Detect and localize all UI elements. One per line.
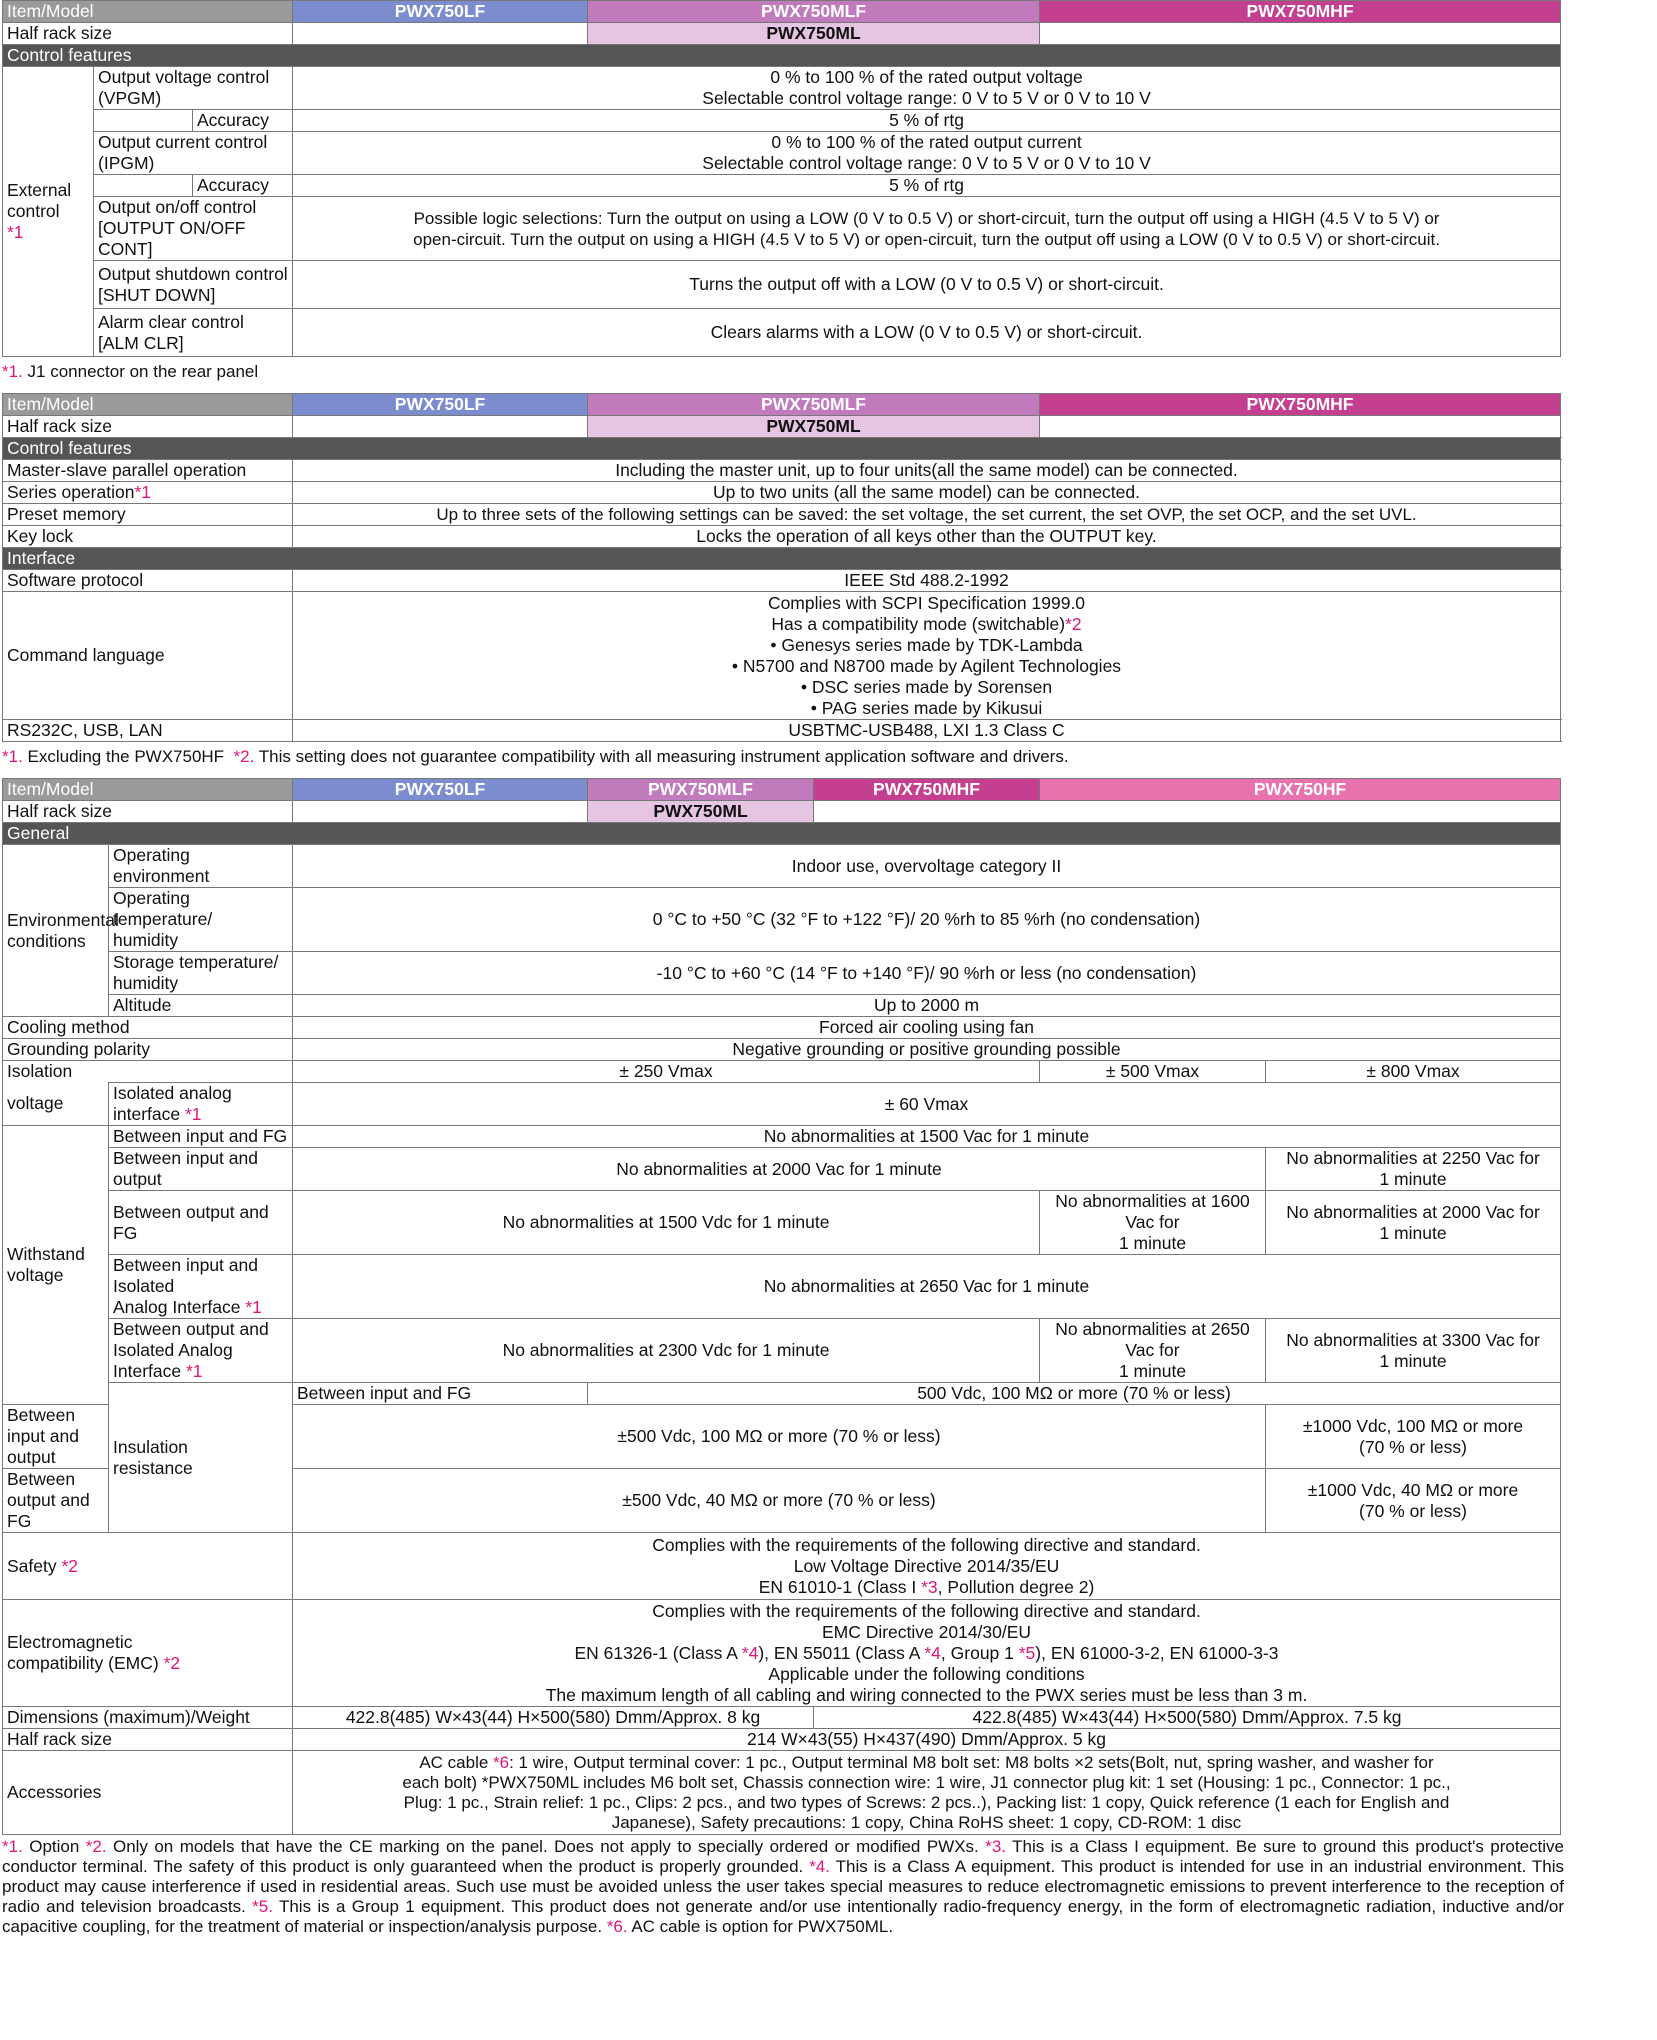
footnote-text: This is a Class I equipment. Be sure to ground this product's protective conductor terminal. The safety of this product is only guaranteed when the product is properly grounded. xyxy=(2,1837,1565,1876)
row-value: IEEE Std 488.2-1992 xyxy=(293,570,1561,592)
label-line: Analog Interface xyxy=(113,1297,241,1317)
footnote-text: J1 connector on the rear panel xyxy=(27,362,259,381)
row-value: No abnormalities at 2000 Vac for 1 minute xyxy=(293,1148,1266,1191)
footnote-marker: *2. xyxy=(233,747,255,766)
section-title: General xyxy=(3,823,1561,845)
alm-label xyxy=(94,309,293,357)
value-line: • DSC series made by Sorensen xyxy=(800,676,1053,697)
row-value: ± 60 Vmax xyxy=(293,1083,1561,1126)
command-language-value xyxy=(293,592,1561,720)
label-line: Output current control xyxy=(98,132,268,152)
row-label: Altitude xyxy=(109,995,293,1017)
value-line: The maximum length of all cabling and wiring connected to the PWX series must be less than 3 m. xyxy=(545,1684,1308,1705)
item-model-label: Item/Model xyxy=(3,394,293,416)
footnote-marker: *1. xyxy=(2,747,23,766)
row-label xyxy=(109,1083,293,1126)
row-value: Forced air cooling using fan xyxy=(293,1017,1561,1039)
value-line: No abnormalities at 1600 Vac for xyxy=(1055,1191,1250,1232)
item-model-label: Item/Model xyxy=(3,779,293,801)
value-line: EN 61010-1 (Class I xyxy=(758,1576,922,1597)
label-line: humidity xyxy=(113,930,179,950)
isolation-value: ± 500 Vmax xyxy=(1040,1061,1266,1083)
row-value: No abnormalities at 1500 Vdc for 1 minute xyxy=(293,1191,1040,1255)
model-pwx750hf: PWX750HF xyxy=(1040,779,1561,801)
label-line: humidity xyxy=(113,973,179,993)
footnotes-block xyxy=(2,1835,1564,1937)
footnote-marker: *1 xyxy=(185,1361,203,1381)
footnote-marker: *1. xyxy=(2,1837,23,1856)
label-line: Output shutdown control xyxy=(98,263,288,284)
row-label: Grounding polarity xyxy=(3,1039,293,1061)
row-label xyxy=(3,1533,293,1600)
label-line: Isolation xyxy=(7,1061,73,1081)
footnote-marker: *4. xyxy=(809,1857,830,1876)
half-rack-model: PWX750ML xyxy=(588,23,1040,45)
row-label: Software protocol xyxy=(3,570,293,592)
value-line: Japanese), Safety precautions: 1 copy, China RoHS sheet: 1 copy, CD-ROM: 1 disc xyxy=(611,1812,1242,1832)
value-line: Applicable under the following conditions xyxy=(768,1663,1085,1684)
footnote-marker: *2 xyxy=(1065,613,1082,634)
row-value: 422.8(485) W×43(44) H×500(580) Dmm/Approx. 7.5 kg xyxy=(814,1707,1561,1729)
row-value xyxy=(1266,1148,1561,1191)
row-value xyxy=(1266,1191,1561,1255)
row-value xyxy=(1040,1319,1266,1383)
value-line: AC cable xyxy=(419,1752,494,1772)
row-value: Up to 2000 m xyxy=(293,995,1561,1017)
value-line: Complies with the requirements of the following directive and standard. xyxy=(652,1534,1201,1555)
empty-cell xyxy=(1040,23,1561,45)
safety-value xyxy=(293,1533,1561,1600)
footnote-marker: *1 xyxy=(134,482,151,502)
footnote-marker: *2 xyxy=(163,1653,181,1673)
row-label: Half rack size xyxy=(3,1729,293,1751)
footnote-text: Only on models that have the CE marking on the panel. Does not apply to specially ordered or modified PWXs. xyxy=(106,1837,986,1856)
row-label: Key lock xyxy=(3,526,293,548)
empty-cell xyxy=(293,801,588,823)
row-value: -10 °C to +60 °C (14 °F to +140 °F)/ 90 %rh or less (no condensation) xyxy=(293,952,1561,995)
row-value xyxy=(1266,1469,1561,1533)
model-pwx750lf: PWX750LF xyxy=(293,1,588,23)
label-line: Storage temperature/ xyxy=(113,952,279,972)
value-line: , Pollution degree 2) xyxy=(937,1576,1095,1597)
accuracy-label: Accuracy xyxy=(193,110,293,132)
value-line: ), EN 61000-3-2, EN 61000-3-3 xyxy=(1035,1642,1279,1663)
value-line: open-circuit. Turn the output on using a HIGH (4.5 V to 5 V) or open-circuit, turn the output off using a LOW (0 V to 0.5 V) or short-circuit. xyxy=(413,229,1440,249)
footnote-marker: *2. xyxy=(85,1837,107,1856)
row-label: Between input and output xyxy=(109,1148,293,1191)
accuracy-value: 5 % of rtg xyxy=(293,175,1561,197)
value-line: 1 minute xyxy=(1379,1222,1447,1243)
model-header-row xyxy=(3,779,1561,801)
row-value: 214 W×43(55) H×437(490) Dmm/Approx. 5 kg xyxy=(293,1729,1561,1751)
label-line: [SHUT DOWN] xyxy=(98,284,216,305)
onoff-value xyxy=(293,197,1561,261)
row-label: Between output and FG xyxy=(3,1469,109,1533)
footnote-marker: *4 xyxy=(924,1642,941,1663)
row-value: Up to three sets of the following settings can be saved: the set voltage, the set current, the set OVP, the set OCP, and the set UVL. xyxy=(293,504,1561,526)
row-value: 500 Vdc, 100 MΩ or more (70 % or less) xyxy=(588,1383,1561,1405)
footnote-marker: *2 xyxy=(61,1555,79,1576)
label-text: Isolated analog interface xyxy=(113,1083,232,1124)
row-value: No abnormalities at 1500 Vac for 1 minute xyxy=(293,1126,1561,1148)
row-value xyxy=(1266,1319,1561,1383)
footnote-marker: *4 xyxy=(741,1642,759,1663)
footnote-marker: *6 xyxy=(493,1752,510,1772)
label-line: Between output and xyxy=(113,1319,269,1339)
label-text: Safety xyxy=(7,1555,57,1576)
value-line: Plug: 1 pc., Strain relief: 1 pc., Clips: 2 pcs., and two types of Screws: 2 pcs..), Packing list: 1 copy, Quick reference (1 each for English and xyxy=(403,1792,1450,1812)
value-line: 1 minute xyxy=(1118,1233,1187,1253)
row-label xyxy=(109,952,293,995)
label-line: Withstand xyxy=(7,1244,85,1264)
footnote-text: Option xyxy=(22,1837,86,1856)
vpgm-label xyxy=(94,67,293,110)
label-line: [OUTPUT ON/OFF CONT] xyxy=(98,218,246,259)
footnote-text: This setting does not guarantee compatibility with all measuring instrument application software and drivers. xyxy=(258,747,1069,766)
row-label: Preset memory xyxy=(3,504,293,526)
value-line: (70 % or less) xyxy=(1359,1436,1467,1457)
indent-cell xyxy=(94,175,193,197)
footnote xyxy=(2,357,1564,393)
row-value: Including the master unit, up to four units(all the same model) can be connected. xyxy=(293,460,1561,482)
value-line: 1 minute xyxy=(1379,1169,1447,1189)
row-label: Between output and FG xyxy=(109,1191,293,1255)
value-line: ±1000 Vdc, 100 MΩ or more xyxy=(1302,1415,1524,1436)
value-line: 1 minute xyxy=(1118,1361,1187,1381)
accuracy-label: Accuracy xyxy=(193,175,293,197)
value-line: Complies with the requirements of the following directive and standard. xyxy=(652,1600,1201,1621)
footnote xyxy=(2,742,1564,778)
value-line: EMC Directive 2014/30/EU xyxy=(821,1621,1032,1642)
half-rack-model: PWX750ML xyxy=(588,416,1040,438)
row-value: ±500 Vdc, 100 MΩ or more (70 % or less) xyxy=(293,1405,1266,1469)
row-label xyxy=(3,482,293,504)
half-rack-label: Half rack size xyxy=(3,801,293,823)
label-line: Isolated Analog Interface xyxy=(113,1340,233,1381)
row-label xyxy=(3,1600,293,1707)
insulation-label xyxy=(109,1383,293,1533)
ipgm-value xyxy=(293,132,1561,175)
value-line: • PAG series made by Kikusui xyxy=(810,697,1043,718)
label-line: (VPGM) xyxy=(98,88,162,108)
label-line: conditions xyxy=(7,930,86,951)
label-line: Insulation xyxy=(113,1436,188,1457)
section-title: Control features xyxy=(3,438,1561,460)
half-rack-row xyxy=(3,416,1561,438)
value-line: Selectable control voltage range: 0 V to 5 V or 0 V to 10 V xyxy=(702,88,1151,108)
isolation-label-cont xyxy=(3,1083,109,1126)
footnote-text: Excluding the PWX750HF xyxy=(27,747,225,766)
row-label: Master-slave parallel operation xyxy=(3,460,293,482)
footnote-text: This is a Class A equipment. This product is intended for use in an industrial environment. This product may cause interference if used in residential areas. Such use must be avoided unless the user takes special measures to reduce electromagnetic emissions to prevent interference to the reception of radio and television broadcasts. xyxy=(2,1857,1565,1916)
footnote-marker: *6. xyxy=(606,1917,628,1936)
label-line: Between input and Isolated xyxy=(113,1255,258,1296)
label-line: Electromagnetic xyxy=(7,1632,133,1652)
row-value: ±500 Vdc, 40 MΩ or more (70 % or less) xyxy=(293,1469,1266,1533)
row-value: Indoor use, overvoltage category II xyxy=(293,845,1561,888)
section-row xyxy=(3,45,1561,67)
value-line: each bolt) *PWX750ML includes M6 bolt set, Chassis connection wire: 1 wire, J1 connector plug kit: 1 set (Housing: 1 pc., Connector: 1 pc., xyxy=(402,1772,1451,1792)
row-value: Locks the operation of all keys other than the OUTPUT key. xyxy=(293,526,1561,548)
model-pwx750mlf: PWX750MLF xyxy=(588,1,1040,23)
model-pwx750mhf: PWX750MHF xyxy=(1040,1,1561,23)
env-label xyxy=(3,845,119,1017)
footnote-marker: *3. xyxy=(985,1837,1006,1856)
row-value: USBTMC-USB488, LXI 1.3 Class C xyxy=(293,720,1561,742)
label-line: [ALM CLR] xyxy=(98,332,184,353)
row-label: Between input and output xyxy=(3,1405,109,1469)
half-rack-label: Half rack size xyxy=(3,416,293,438)
label-line: Operating temperature/ xyxy=(113,888,213,929)
row-label xyxy=(109,888,293,952)
half-rack-row xyxy=(3,801,1561,823)
alm-value: Clears alarms with a LOW (0 V to 0.5 V) or short-circuit. xyxy=(293,309,1561,357)
section-title: Interface xyxy=(3,548,1561,570)
value-line: No abnormalities at 2250 Vac for xyxy=(1286,1148,1540,1168)
footnote-marker: *1 xyxy=(185,1104,202,1124)
model-pwx750mlf: PWX750MLF xyxy=(588,394,1040,416)
value-line: Low Voltage Directive 2014/35/EU xyxy=(793,1555,1060,1576)
footnote-marker: *1 xyxy=(245,1297,262,1317)
model-pwx750mhf: PWX750MHF xyxy=(814,779,1040,801)
label-line: Environmental xyxy=(7,909,119,930)
empty-cell xyxy=(814,801,1561,823)
half-rack-label: Half rack size xyxy=(3,23,293,45)
value-line: ), EN 55011 (Class A xyxy=(758,1642,925,1663)
value-line: EN 61326-1 (Class A xyxy=(574,1642,742,1663)
item-model-label: Item/Model xyxy=(3,1,293,23)
spec-table-general xyxy=(2,778,1561,1835)
value-line: (70 % or less) xyxy=(1359,1500,1467,1521)
value-line: • N5700 and N8700 made by Agilent Technologies xyxy=(731,655,1122,676)
label-text: Series operation xyxy=(7,482,135,502)
value-line: • Genesys series made by TDK-Lambda xyxy=(770,634,1083,655)
row-value: Negative grounding or positive grounding possible xyxy=(293,1039,1561,1061)
label-line: voltage xyxy=(7,1093,64,1114)
ipgm-label xyxy=(94,132,293,175)
value-line: Selectable control voltage range: 0 V to 5 V or 0 V to 10 V xyxy=(702,153,1151,173)
isolation-label xyxy=(3,1061,293,1083)
row-label: Between input and FG xyxy=(109,1126,293,1148)
row-label xyxy=(109,1319,293,1383)
vpgm-value xyxy=(293,67,1561,110)
row-value: No abnormalities at 2300 Vdc for 1 minute xyxy=(293,1319,1040,1383)
row-value: 422.8(485) W×43(44) H×500(580) Dmm/Approx. 8 kg xyxy=(293,1707,814,1729)
row-value: 0 °C to +50 °C (32 °F to +122 °F)/ 20 %rh to 85 %rh (no condensation) xyxy=(293,888,1561,952)
onoff-label xyxy=(94,197,293,261)
row-value: No abnormalities at 2650 Vac for 1 minute xyxy=(293,1255,1561,1319)
footnote-marker: *5 xyxy=(1018,1642,1036,1663)
label-line: Alarm clear control xyxy=(98,311,244,332)
label-line: compatibility (EMC) xyxy=(7,1653,159,1673)
row-value xyxy=(1266,1405,1561,1469)
value-line: No abnormalities at 2650 Vac for xyxy=(1055,1319,1250,1360)
value-line: Has a compatibility mode (switchable) xyxy=(771,613,1066,634)
half-rack-row xyxy=(3,23,1561,45)
isolation-value: ± 250 Vmax xyxy=(293,1061,1040,1083)
indent-cell xyxy=(94,110,193,132)
value-line: No abnormalities at 3300 Vac for xyxy=(1286,1329,1540,1350)
label-line: Output on/off control xyxy=(98,197,257,217)
model-pwx750lf: PWX750LF xyxy=(293,394,588,416)
model-pwx750lf: PWX750LF xyxy=(293,779,588,801)
isolation-value: ± 800 Vmax xyxy=(1266,1061,1561,1083)
value-line: Complies with SCPI Specification 1999.0 xyxy=(767,592,1086,613)
row-value xyxy=(1040,1191,1266,1255)
shutdown-label xyxy=(94,261,293,309)
model-pwx750mhf: PWX750MHF xyxy=(1040,394,1561,416)
group-label: External control xyxy=(7,180,72,221)
footnote-text: This is a Group 1 equipment. This product does not generate and/or use intentionally radio-frequency energy, in the form of electromagnetic radiation, inductive and/or capacitive coupling, for the treatment of material or inspection/analysis purpose. xyxy=(2,1897,1565,1936)
value-line: 1 minute xyxy=(1379,1350,1447,1371)
footnote-marker: *3 xyxy=(921,1576,938,1597)
row-label: Command language xyxy=(3,592,293,720)
emc-value xyxy=(293,1600,1561,1707)
empty-cell xyxy=(293,416,588,438)
footnote-text: AC cable is option for PWX750ML. xyxy=(627,1917,894,1936)
label-line: resistance xyxy=(113,1457,193,1478)
value-line: Possible logic selections: Turn the output on using a LOW (0 V to 0.5 V) or short-circuit, turn the output off using a HIGH (4.5 V to 5 V) or xyxy=(413,208,1440,228)
row-label: Accessories xyxy=(3,1751,293,1835)
value-line: No abnormalities at 2000 Vac for xyxy=(1286,1201,1540,1222)
row-value: Up to two units (all the same model) can be connected. xyxy=(293,482,1561,504)
model-header-row: Item/Model PWX750LF PWX750MLF PWX750MHF PWX750HF xyxy=(3,394,1561,416)
section-title: Control features xyxy=(3,45,1561,67)
spec-table-control-interface xyxy=(2,393,1657,742)
external-control-label xyxy=(3,67,94,357)
label-line: (IPGM) xyxy=(98,153,155,173)
footnote-marker: *1. xyxy=(2,362,23,381)
row-label: Operating environment xyxy=(109,845,293,888)
value-line: 0 % to 100 % of the rated output voltage xyxy=(770,67,1083,87)
row-label xyxy=(109,1255,293,1319)
withstand-label xyxy=(3,1126,109,1405)
row-label: Dimensions (maximum)/Weight xyxy=(3,1707,293,1729)
spec-table-external-control xyxy=(2,0,1657,357)
label-line: voltage xyxy=(7,1265,64,1285)
value-line: ±1000 Vdc, 40 MΩ or more xyxy=(1307,1479,1519,1500)
value-line: , Group 1 xyxy=(940,1642,1019,1663)
empty-cell xyxy=(293,23,588,45)
half-rack-model: PWX750ML xyxy=(588,801,814,823)
empty-cell xyxy=(1040,416,1561,438)
value-line: : 1 wire, Output terminal cover: 1 pc., Output terminal M8 bolt set: M8 bolts ×2 sets(Bolt, nut, spring washer, and washer for xyxy=(509,1752,1434,1772)
value-line: 0 % to 100 % of the rated output current xyxy=(771,132,1082,152)
model-pwx750mlf: PWX750MLF xyxy=(588,779,814,801)
footnote-marker: *5. xyxy=(252,1897,273,1916)
accuracy-value: 5 % of rtg xyxy=(293,110,1561,132)
row-label: RS232C, USB, LAN xyxy=(3,720,293,742)
footnote-marker: *1 xyxy=(7,222,24,242)
label-line: Output voltage control xyxy=(98,67,270,87)
row-label: Cooling method xyxy=(3,1017,293,1039)
model-header-row: Item/Model PWX750LF PWX750MLF PWX750MHF PWX750HF xyxy=(3,1,1561,23)
shutdown-value: Turns the output off with a LOW (0 V to 0.5 V) or short-circuit. xyxy=(293,261,1561,309)
accessories-value xyxy=(293,1751,1561,1835)
row-label: Between input and FG xyxy=(293,1383,588,1405)
